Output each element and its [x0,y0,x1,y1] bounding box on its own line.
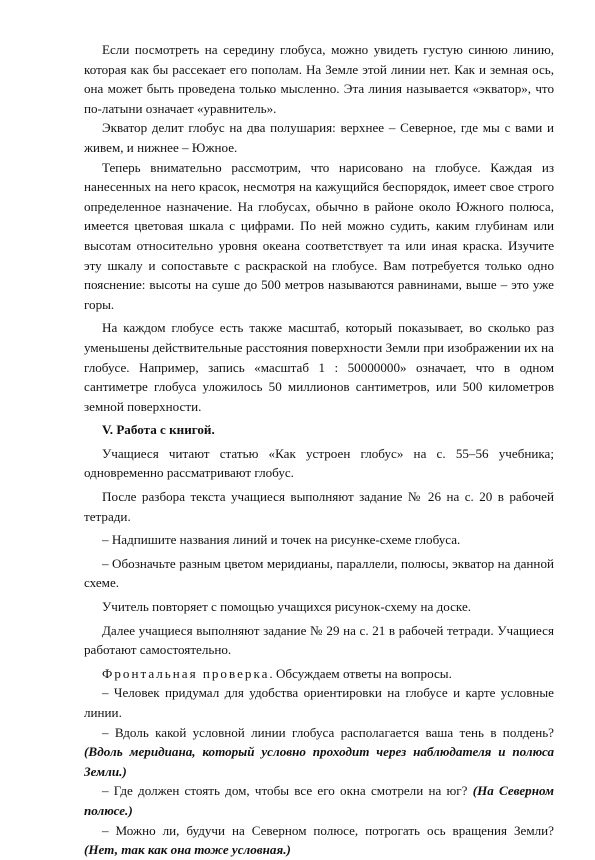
question-house: – Где должен стоять дом, чтобы все его окна смотрели на юг? [102,783,468,799]
paragraph-globe-colors: Теперь внимательно рассмотрим, что нарисовано на глобусе. Каждая из нанесенных на него красок, несмотря на кажущийся беспорядок, имеет свое строго определенное назначение. На глобусах, обычно в районе около Южного полюса, имеется цветовая шкала с цифрами. По ней можно судить, каким глубинам или высотам относительно уровня океана соответствует та или иная краска. Изучите эту шкалу и сопоставьте с раскраской на глобусе. Вам потребуется только одно пояснение: высоты на суше до 500 метров называются равнинами, выше – это уже горы. [84,159,554,312]
paragraph-task-color-lines: – Обозначьте разным цветом меридианы, параллели, полюсы, экватор на данной схеме. [84,555,554,591]
paragraph-question-shadow [84,723,554,782]
paragraph-hemispheres: Экватор делит глобус на два полушария: верхнее – Северное, где мы с вами и живем, и нижнее – Южное. [84,120,554,155]
frontal-check-label: Фронтальная проверка [102,665,270,681]
document-page [84,40,554,860]
paragraph-task-29: Далее учащиеся выполняют задание № 29 на с. 21 в рабочей тетради. Учащиеся работают самостоятельно. [84,622,554,658]
paragraph-equator-line: Если посмотреть на середину глобуса, можно увидеть густую синюю линию, которая как бы рассекает его пополам. На Земле этой линии нет. Как и земная ось, она может быть проведена только мысленно. Эта линия называется «экватор», что по-латыни означает «уравнитель». [84,42,554,116]
paragraph-globe-scale: На каждом глобусе есть также масштаб, который показывает, во сколько раз уменьшены действительные расстояния поверхности Земли при изображении их на глобусе. Например, запись «масштаб 1 : 50000000» означает, что в одном сантиметре глобуса уложилось 50 миллионов сантиметров, или 500 километров земной поверхности. [84,320,554,414]
paragraph-question-axis [84,821,554,860]
section-heading: V. Работа с книгой. [102,422,215,438]
paragraph-task-26: После разбора текста учащиеся выполняют задание № 26 на с. 20 в рабочей тетради. [84,489,554,524]
paragraph-question-house [84,781,554,820]
paragraph-teacher-repeats: Учитель повторяет с помощью учащихся рисунок-схему на доске. [102,599,472,615]
answer-house: (На Северном полюсе.) [84,783,554,818]
paragraph-read-article: Учащиеся читают статью «Как устроен глобус» на с. 55–56 учебника; одновременно рассматривают глобус. [84,445,554,481]
frontal-check-rest: . Обсуждаем ответы на вопросы. [269,665,452,681]
paragraph-conventional-lines: – Человек придумал для удобства ориентировки на глобусе и карте условные линии. [84,685,554,720]
answer-shadow: (Вдоль меридиана, который условно проходит через наблюдателя и полюса Земли.) [84,744,554,779]
question-shadow: – Вдоль какой условной линии глобуса располагается ваша тень в полдень? [102,724,554,740]
question-axis: – Можно ли, будучи на Северном полюсе, потрогать ось вращения Земли? [102,822,554,838]
paragraph-task-label-lines: – Надпишите названия линий и точек на рисунке-схеме глобуса. [102,532,461,548]
answer-axis: (Нет, так как она тоже условная.) [84,842,291,858]
paragraph-frontal-check [84,664,554,684]
